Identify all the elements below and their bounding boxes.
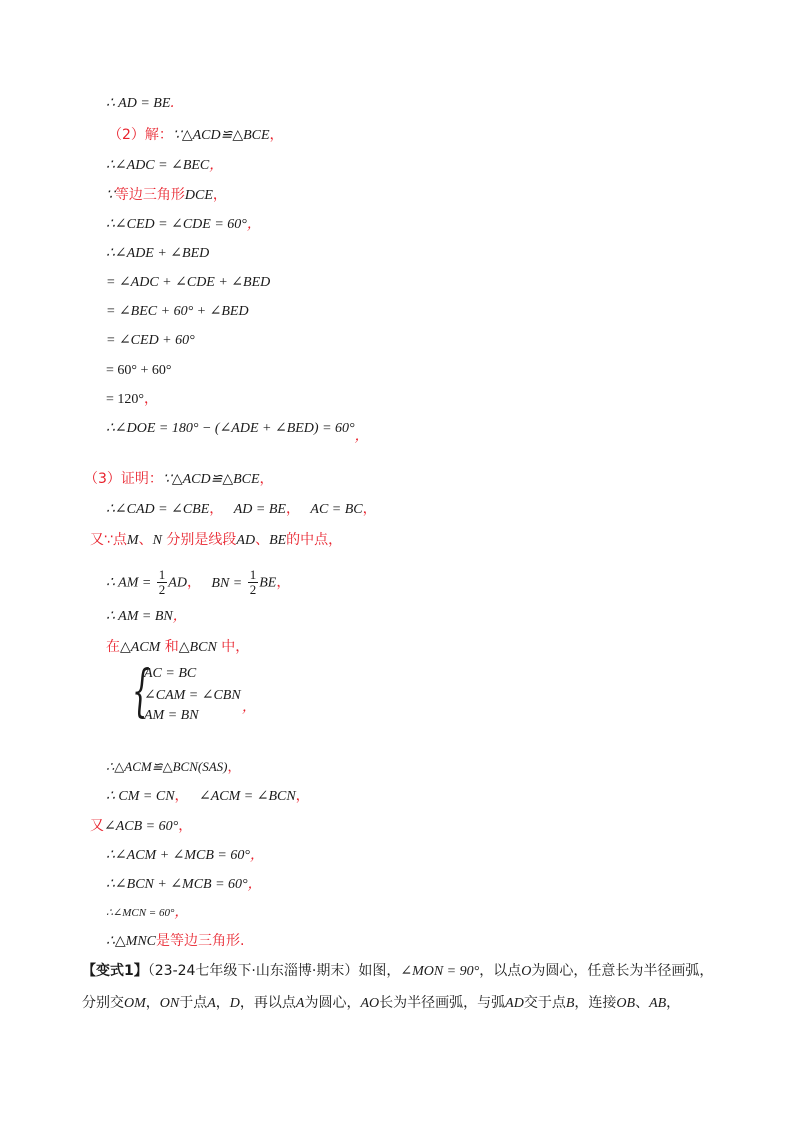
fraction-half: $\frac{1}{2}$: [249, 567, 257, 597]
part3-header: （3）证明：∵△ACD≌△BCE，: [84, 471, 274, 487]
system-comma: ，: [242, 699, 256, 715]
part3-label: （3）证明：: [84, 471, 163, 487]
system-row: ∠CAM = ∠CBN: [144, 688, 241, 703]
proof-line-half: ∴ AM = $\frac{1}{2}$ AD， BN = $\frac{1}{2}$ BE，: [106, 567, 291, 597]
left-brace: {: [132, 659, 150, 724]
proof-line: ∴∠BCN + ∠MCB = 60°，: [106, 876, 262, 892]
variant-question-line2: 分别交OM，ON于点A，D，再以点A为圆心，AO长为半径画弧，与弧AD交于点B，连接OB、AB，: [82, 995, 681, 1011]
proof-line-ad-eq-be: ∴ AD = BE.: [106, 95, 175, 111]
proof-line: = ∠ADC + ∠CDE + ∠BED: [106, 275, 271, 290]
proof-line: ∴∠ADC = ∠BEC，: [106, 157, 224, 173]
proof-line: = ∠CED + 60°: [106, 333, 195, 348]
proof-line-midpoints: 又∵点M、N 分别是线段AD、BE的中点，: [90, 532, 343, 548]
equation-system: [132, 659, 262, 728]
proof-line: = 120°，: [106, 391, 158, 407]
proof-line: ∴∠ACM + ∠MCB = 60°，: [106, 847, 264, 863]
system-row: AC = BC: [144, 666, 197, 681]
proof-line: ∴∠MCN = 60°，: [106, 904, 189, 920]
proof-line: ∴∠CED = ∠CDE = 60°，: [106, 216, 261, 232]
proof-line-congruent: ∴△ACM≌△BCN(SAS)，: [106, 759, 241, 775]
proof-line: ∴∠DOE = 180° − (∠ADE + ∠BED) = 60°，: [106, 421, 369, 444]
variant-tag: 【变式1】: [82, 963, 148, 979]
proof-line: 又∠ACB = 60°，: [90, 818, 193, 834]
fraction-half: $\frac{1}{2}$: [158, 567, 166, 597]
part2-header: （2）解：∵△ACD≌△BCE，: [108, 127, 284, 143]
proof-conclusion: ∴△MNC是等边三角形.: [106, 933, 245, 949]
proof-line: ∴∠ADE + ∠BED: [106, 246, 210, 261]
proof-line: = ∠BEC + 60° + ∠BED: [106, 304, 249, 319]
proof-line-triangles: 在△ACM 和△BCN 中，: [106, 639, 250, 655]
proof-line: ∴∠CAD = ∠CBE， AD = BE， AC = BC，: [106, 501, 377, 517]
proof-line: ∴ CM = CN， ∠ACM = ∠BCN，: [106, 788, 310, 804]
proof-line: ∵等边三角形DCE，: [106, 187, 227, 203]
part2-label: （2）解：: [108, 127, 173, 143]
proof-line: = 60° + 60°: [106, 363, 172, 378]
variant-question-line1: 【变式1】（23-24七年级下·山东淄博·期末）如图，∠MON = 90°，以点O为圆心，任意长为半径画弧，: [82, 963, 714, 979]
system-row: AM = BN: [144, 708, 199, 723]
proof-line: ∴ AM = BN，: [106, 608, 187, 624]
